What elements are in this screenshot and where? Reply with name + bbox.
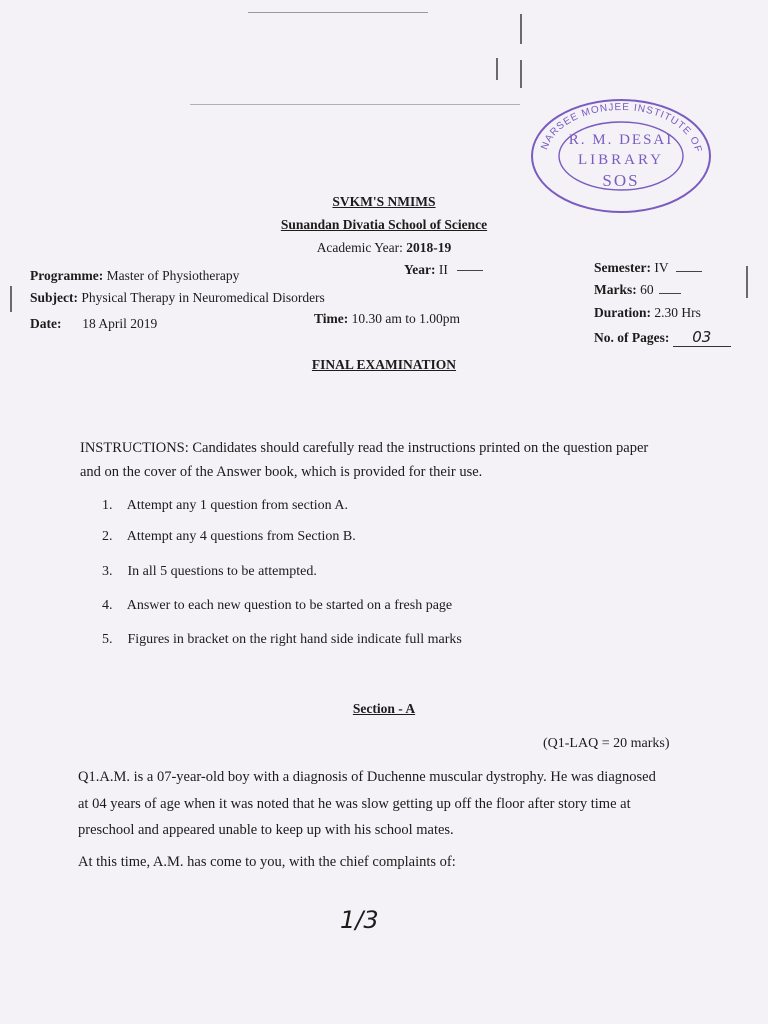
instruction-number: 5. [102, 632, 113, 647]
instructions-line-1: INSTRUCTIONS: Candidates should carefully read the instructions printed on the question paper [80, 440, 649, 456]
duration-value: 2.30 Hrs [654, 305, 701, 320]
section-a-title: Section - A [352, 701, 416, 716]
instruction-number: 2. [102, 529, 113, 544]
subject-field [30, 290, 325, 306]
svg-text:NARSEE MONJEE INSTITUTE OF MAN [528, 96, 704, 157]
instructions-line-2: and on the cover of the Answer book, which is provided for their use. [80, 464, 483, 480]
programme-label: Programme: [30, 268, 104, 283]
scan-mark [248, 12, 428, 13]
date-label: Date: [30, 316, 62, 331]
exam-title: FINAL EXAMINATION [311, 357, 457, 372]
marks-field [594, 282, 681, 298]
instruction-text: Figures in bracket on the right hand side indicate full marks [127, 632, 462, 647]
instruction-text: Attempt any 4 questions from Section B. [126, 529, 356, 544]
q1-line-4: At this time, A.M. has come to you, with the chief complaints of: [78, 854, 456, 870]
instruction-text: Attempt any 1 question from section A. [126, 498, 348, 513]
academic-year [0, 240, 768, 256]
semester-label: Semester: [594, 260, 651, 275]
institution-name: SVKM'S NMIMS [332, 194, 436, 209]
pages-field [594, 328, 731, 347]
programme-field [30, 268, 239, 284]
instruction-number: 3. [102, 564, 113, 579]
stamp-line2: LIBRARY [577, 152, 665, 168]
instruction-item [102, 498, 348, 514]
page-number: 1/3 [340, 906, 379, 934]
year-label: Year: [404, 262, 436, 277]
time-value: 10.30 am to 1.00pm [351, 311, 460, 326]
q1-line-3: preschool and appeared unable to keep up with his school mates. [78, 822, 454, 838]
duration-field [594, 305, 701, 321]
instruction-item [102, 598, 452, 614]
scan-mark [10, 286, 12, 312]
stamp-line3: SOS [602, 171, 640, 190]
scan-mark [496, 58, 498, 80]
instruction-text: Answer to each new question to be started on a fresh page [126, 598, 453, 613]
date-field [30, 316, 157, 332]
stamp-ring-text: NARSEE MONJEE INSTITUTE OF [539, 101, 704, 155]
scan-mark [746, 266, 748, 298]
time-label: Time: [314, 311, 349, 326]
subject-value: Physical Therapy in Neuromedical Disorders [81, 290, 325, 305]
marks-label: Marks: [594, 282, 637, 297]
duration-label: Duration: [594, 305, 651, 320]
date-value: 18 April 2019 [82, 316, 158, 331]
q1-line-1: Q1.A.M. is a 07-year-old boy with a diagnosis of Duchenne muscular dystrophy. He was diagnosed [78, 769, 656, 785]
time-field [314, 311, 460, 327]
q1-line-2: at 04 years of age when it was noted that he was slow getting up off the floor after story time at [78, 796, 631, 812]
section-a-marks: (Q1-LAQ = 20 marks) [543, 736, 670, 751]
instruction-number: 4. [102, 598, 113, 613]
year-field [404, 262, 483, 278]
scan-mark [520, 60, 522, 88]
year-value: II [438, 262, 448, 277]
instruction-number: 1. [102, 498, 113, 513]
instruction-item [102, 632, 462, 648]
pages-value: 03 [673, 328, 731, 347]
scan-mark [190, 104, 520, 105]
stamp-line1: R. M. DESAI [568, 132, 674, 148]
semester-field [594, 260, 702, 276]
pages-label: No. of Pages: [594, 330, 670, 345]
school-name: Sunandan Divatia School of Science [280, 217, 488, 232]
academic-year-value: 2018-19 [406, 240, 452, 255]
instruction-item [102, 564, 317, 580]
marks-value: 60 [640, 282, 654, 297]
instruction-item [102, 529, 356, 545]
subject-label: Subject: [30, 290, 78, 305]
instruction-text: In all 5 questions to be attempted. [127, 564, 317, 579]
scan-mark [520, 14, 522, 44]
programme-value: Master of Physiotherapy [106, 268, 240, 283]
semester-value: IV [654, 260, 669, 275]
academic-year-label: Academic Year: [316, 240, 403, 255]
